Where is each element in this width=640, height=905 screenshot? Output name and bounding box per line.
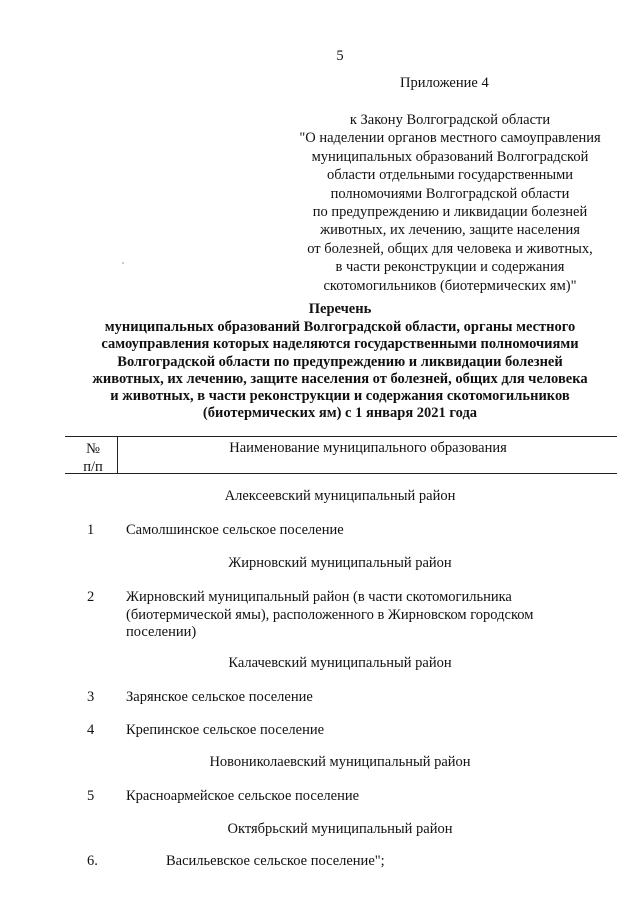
table-header-rule xyxy=(65,473,617,474)
document-heading xyxy=(60,301,620,422)
entry-name: Красноармейское сельское поселение xyxy=(126,788,360,804)
district-heading: Калачевский муниципальный район xyxy=(228,655,452,671)
heading-title: Перечень xyxy=(308,301,372,317)
table-column-divider xyxy=(117,436,118,473)
column-header-name: Наименование муниципального образования xyxy=(229,440,507,456)
entry-number: 3 xyxy=(87,689,95,705)
appendix-label: Приложение 4 xyxy=(400,75,489,91)
entry-name: Самолшинское сельское поселение xyxy=(126,522,344,538)
page-number: 5 xyxy=(336,48,344,64)
entry-number: 6. xyxy=(87,853,98,869)
law-reference: к Закону Волгоградской области "О наделении органов местного самоуправления муниципальных образований Волгоградской области отдельными государственными полномочиями Волгоградской области по предупреждению и ликвидации болезней животных, их лечению, защите населения от болезней, общих для человека и животных, в части реконструкции и содержания скотомогильников (биотермических ям)" xyxy=(299,112,601,294)
district-heading: Алексеевский муниципальный район xyxy=(224,488,456,504)
column-header-number: № п/п xyxy=(83,441,103,475)
heading-subtitle: муниципальных образований Волгоградской области, органы местного самоуправления которых наделяются государственными полномочиями Волгоградской области по предупреждению и ликвидации болезней животных, их лечению, защите населения от болезней, общих для человека и животных, в части реконструкции и содержания скотомогильников (биотермических ям) с 1 января 2021 года xyxy=(92,319,588,422)
entry-number: 5 xyxy=(87,788,95,804)
entry-number: 2 xyxy=(87,589,95,605)
table-top-rule xyxy=(65,436,617,437)
entry-number: 4 xyxy=(87,722,95,738)
district-heading: Новониколаевский муниципальный район xyxy=(209,754,471,770)
district-heading: Октябрьский муниципальный район xyxy=(227,821,453,837)
district-heading: Жирновский муниципальный район xyxy=(228,555,452,571)
entry-name: Зарянское сельское поселение xyxy=(126,689,313,705)
scan-speck xyxy=(122,262,124,264)
entry-number: 1 xyxy=(87,522,95,538)
entry-name: Васильевское сельское поселение"; xyxy=(166,853,385,869)
entry-name: Крепинское сельское поселение xyxy=(126,722,325,738)
entry-name: Жирновский муниципальный район (в части скотомогильника (биотермической ямы), расположенного в Жирновском городском поселении) xyxy=(126,589,534,640)
